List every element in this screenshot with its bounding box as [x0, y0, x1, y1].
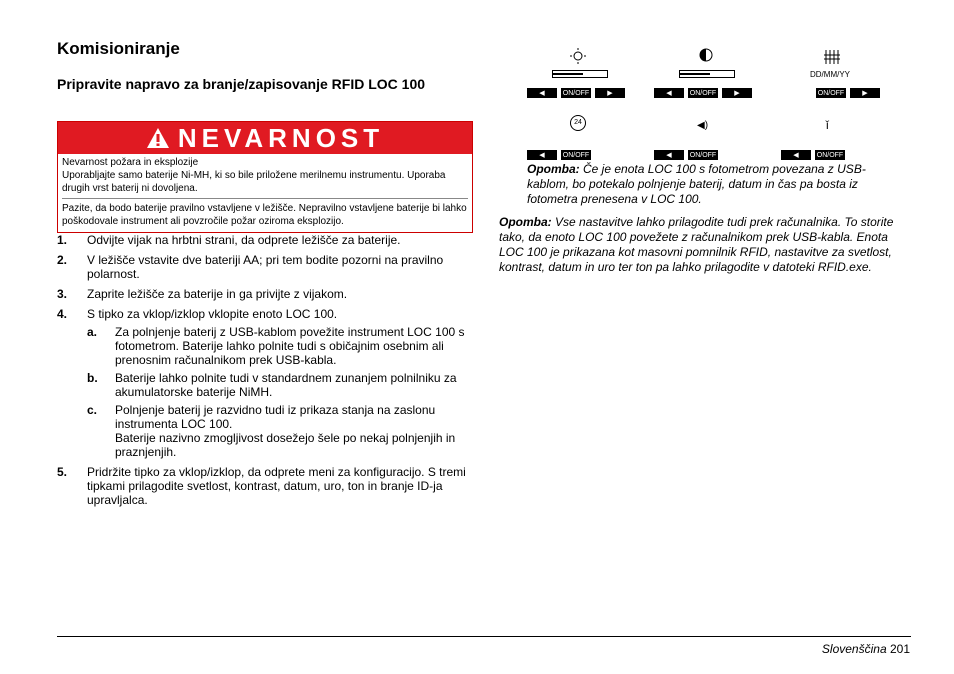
section-title: Pripravite napravo za branje/zapisovanje RFID LOC 100 [57, 76, 426, 92]
note-label: Opomba: [499, 215, 552, 229]
step-text: Odvijte vijak na hrbtni strani, da odprete ležišče za baterije. [87, 233, 401, 247]
note-text: Vse nastavitve lahko prilagodite tudi prek računalnika. To storite tako, da enoto LOC 100 povežete z računalnikom prek USB-kabla. Enota LOC 100 je prikazana kot masovni pomnilnik RFID, nastavitve za svetlost, kontrast, datum in uro ter ton pa lahko prilagodite v datoteki RFID.exe. [499, 215, 894, 274]
right-arrow-icon: ▶ [722, 88, 752, 98]
substep-text: Za polnjenje baterij z USB-kablom povežite instrument LOC 100 s fotometrom. Baterije lahko polnite tudi s običajnim osebnim ali prenosnim računalnikom prek USB-kabla. [115, 325, 465, 367]
list-item [57, 253, 471, 281]
danger-line1: Nevarnost požara in eksplozije [62, 157, 199, 168]
step-number: 5. [57, 465, 68, 479]
button-row [527, 88, 625, 98]
danger-header [58, 122, 472, 154]
clock-24-icon: 24 [570, 115, 586, 131]
left-arrow-icon: ◀ [527, 150, 557, 160]
note-text: Če je enota LOC 100 s fotometrom povezana z USB-kablom, bo potekalo polnjenje baterij, datum in čas pa bosta iz fotometra prenesena v LOC 100. [527, 162, 866, 206]
power-icon: ON/OFF [689, 151, 717, 159]
date-format-label: DD/MM/YY [810, 70, 850, 79]
power-icon: ON/OFF [689, 89, 717, 97]
footer-divider [57, 636, 911, 637]
button-row [654, 88, 752, 98]
left-arrow-icon: ◀ [781, 150, 811, 160]
power-icon: ON/OFF [562, 151, 590, 159]
button-row [781, 150, 845, 160]
power-icon: ON/OFF [817, 89, 845, 97]
list-item [57, 233, 471, 247]
list-item [57, 287, 471, 301]
substep-text: Polnjenje baterij je razvidno tudi iz prikaza stanja na zaslonu instrumenta LOC 100. [115, 403, 436, 431]
step-number: 1. [57, 233, 68, 247]
brightness-bar [552, 70, 608, 78]
substep-number: b. [87, 371, 98, 385]
left-arrow-icon: ◀ [654, 88, 684, 98]
note-label: Opomba: [527, 162, 580, 176]
step-number: 2. [57, 253, 68, 267]
danger-box [57, 121, 473, 233]
power-icon: ON/OFF [562, 89, 590, 97]
list-item [87, 371, 471, 399]
button-row [654, 150, 718, 160]
right-arrow-icon: ▶ [595, 88, 625, 98]
step-text: Pridržite tipko za vklop/izklop, da odprete meni za konfiguracijo. S tremi tipkami prilagodite svetlost, kontrast, datum, uro, ton in branje ID-ja upravljalca. [87, 465, 466, 507]
danger-label: NEVARNOST [177, 122, 385, 153]
danger-line3: Pazite, da bodo baterije pravilno vstavljene v ležišče. Nepravilno vstavljene baterije bi lahko poškodovale instrument ali povzročile požar oziroma eksplozijo. [62, 203, 467, 227]
step-number: 4. [57, 307, 68, 321]
note-pc [499, 215, 899, 275]
left-arrow-icon: ◀ [527, 88, 557, 98]
step-text: S tipko za vklop/izklop vklopite enoto LOC 100. [87, 307, 338, 321]
settings-icons-figure [527, 46, 887, 166]
step-text: Zaprite ležišče za baterije in ga privijte z vijakom. [87, 287, 348, 301]
speaker-icon: ◀) [697, 120, 709, 131]
substep-text: Baterije lahko polnite tudi v standardnem zunanjem polnilniku za akumulatorske baterije NiMH. [115, 371, 457, 399]
footer-language: Slovenščina [821, 642, 887, 656]
footer [822, 642, 910, 656]
list-item [87, 431, 471, 459]
power-icon: ON/OFF [816, 151, 844, 159]
substep-number: c. [87, 403, 98, 417]
button-row [816, 88, 880, 98]
page-title: Komisioniranje [57, 39, 180, 58]
left-arrow-icon: ◀ [654, 150, 684, 160]
steps-list [57, 233, 471, 513]
contrast-bar [679, 70, 735, 78]
brightness-icon [570, 48, 586, 64]
step-text: V ležišče vstavite dve bateriji AA; pri tem bodite pozorni na pravilno polarnost. [87, 253, 444, 281]
substep-number [87, 431, 115, 459]
list-item [57, 465, 471, 507]
substep-text: Baterije nazivno zmogljivost dosežejo šele po nekaj polnjenjih in praznjenjih. [115, 431, 456, 459]
substeps-list [87, 325, 471, 459]
step-number: 3. [57, 287, 68, 301]
danger-body [58, 154, 472, 232]
page-number: 201 [889, 642, 910, 656]
list-item [57, 307, 471, 321]
divider [62, 198, 468, 199]
operator-icon: ǐ [826, 118, 829, 132]
list-item [87, 403, 471, 431]
calendar-icon [824, 50, 840, 64]
substep-number: a. [87, 325, 98, 339]
contrast-icon [699, 48, 713, 62]
list-item [87, 325, 471, 367]
danger-line2: Uporabljajte samo baterije Ni-MH, ki so bile priložene merilnemu instrumentu. Uporaba drugih vrst baterij ni dovoljena. [62, 170, 446, 194]
button-row [527, 150, 591, 160]
warning-icon [146, 127, 170, 149]
right-arrow-icon: ▶ [850, 88, 880, 98]
note-usb [527, 162, 897, 207]
